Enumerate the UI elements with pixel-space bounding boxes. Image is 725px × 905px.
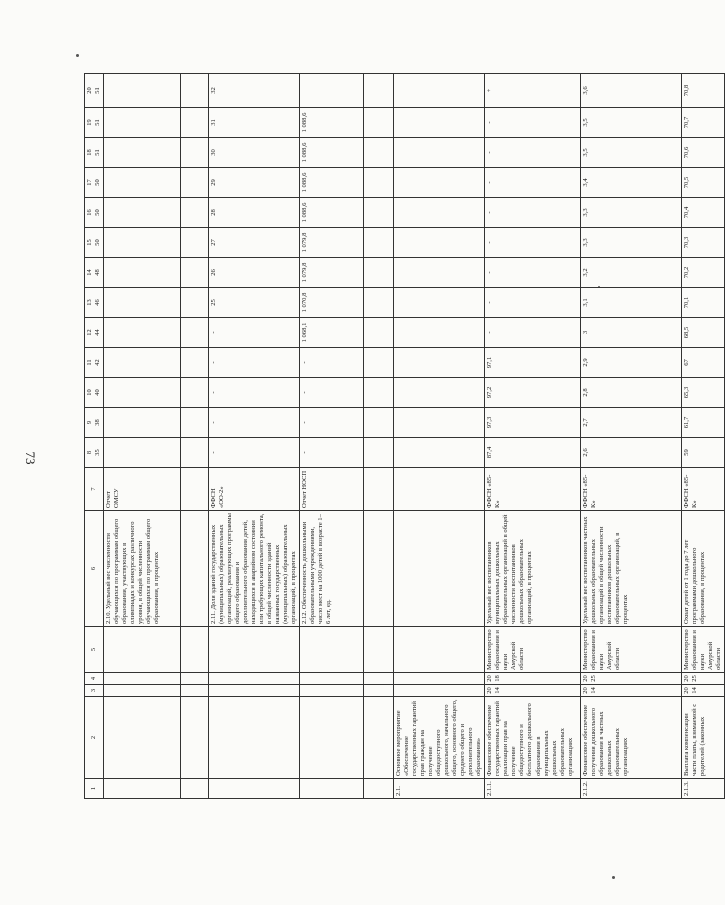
value-cell: 32 xyxy=(208,74,299,108)
value-cell: 1 088,6 xyxy=(299,168,363,198)
value-cell: - xyxy=(208,378,299,408)
value-cell: 3,2 xyxy=(581,258,682,288)
value-cell: 25 xyxy=(208,288,299,318)
header-subvalue: 44 xyxy=(93,329,101,336)
header-number: 9 xyxy=(86,420,93,425)
value-cell: 2,9 xyxy=(581,348,682,378)
value-cell: 26 xyxy=(208,258,299,288)
table-row xyxy=(208,74,299,799)
value-cell: 28 xyxy=(208,198,299,228)
row-number-cell: 2.1.2. xyxy=(581,779,682,799)
value-cell: 1 088,6 xyxy=(299,108,363,138)
value-cell: 87,4 xyxy=(485,438,581,468)
value-cell: - xyxy=(485,228,581,258)
indicator-cell: 2.10. Удельный вес численности обучающихся по программам общего образования, участвующих в олимпиадах и конкурсах различного уровня, в общей численности обучающихся по программам общего образования, в процентах xyxy=(103,511,180,627)
activity-cell: Финансовое обеспечение государственных гарантий реализации прав на получение общедоступного и бесплатного дошкольного образования в муниципальных дошкольных образовательных организациях xyxy=(485,697,581,779)
value-cell: - xyxy=(299,378,363,408)
table-row xyxy=(393,74,484,799)
header-cell: 1 xyxy=(85,779,104,799)
header-number: 8 xyxy=(86,450,93,455)
header-subvalue: 38 xyxy=(93,419,101,426)
header-number: 14 xyxy=(86,269,93,276)
value-cell: - xyxy=(299,348,363,378)
row-number-cell: 2.1.3. xyxy=(682,779,725,799)
header-cell xyxy=(85,288,104,318)
header-cell xyxy=(85,74,104,108)
header-cell: 3 xyxy=(85,685,104,697)
indicator-cell: 2.11. Доля зданий государственных (муниципальных) образовательных организаций, реализующих программы общего образования и дополнительного образования детей, находящихся в аварийном состоянии или требующих капитального ремонта, в общей численности зданий названных государственных (муниципальных) образовательных организаций, в процентах xyxy=(208,511,299,627)
header-subvalue: 50 xyxy=(93,209,101,216)
value-cell xyxy=(299,74,363,108)
value-cell: 31 xyxy=(208,108,299,138)
value-cell: 70,2 xyxy=(682,258,725,288)
table-row xyxy=(180,74,208,799)
value-cell: 3,5 xyxy=(581,138,682,168)
source-cell: ФФСН «ОО-2» xyxy=(208,468,299,511)
header-cell xyxy=(85,198,104,228)
value-cell: - xyxy=(299,438,363,468)
source-cell: Отчет ОМСУ xyxy=(103,468,180,511)
value-cell: 1 088,6 xyxy=(299,138,363,168)
value-cell: 97,2 xyxy=(485,378,581,408)
value-cell: 65,3 xyxy=(682,378,725,408)
table-row xyxy=(299,74,363,799)
value-cell: 30 xyxy=(208,138,299,168)
row-number-cell: 2.1.1. xyxy=(485,779,581,799)
value-cell: 3,1 xyxy=(581,288,682,318)
value-cell: 1 079,8 xyxy=(299,258,363,288)
start-year-cell: 2014 xyxy=(485,685,581,697)
header-subvalue: 48 xyxy=(93,269,101,276)
value-cell: 2,6 xyxy=(581,438,682,468)
source-cell: Отчет НОСП xyxy=(299,468,363,511)
header-cell xyxy=(85,108,104,138)
scan-speck xyxy=(612,876,615,879)
table-row xyxy=(103,74,180,799)
value-cell: - xyxy=(485,288,581,318)
header-subvalue: 42 xyxy=(93,359,101,366)
table-row xyxy=(485,74,581,799)
indicator-cell: Удельный вес воспитанников частных дошкольных образовательных организаций в общей численности воспитанников дошкольных образовательных организаций, в процентах xyxy=(581,511,682,627)
source-cell: ФФСН «85-К» xyxy=(682,468,725,511)
indicator-cell: Охват детей от 1 года до 7 лет программами дошкольного образования, в процентах xyxy=(682,511,725,627)
start-year-cell: 2014 xyxy=(682,685,725,697)
header-cell xyxy=(85,438,104,468)
header-cell: 5 xyxy=(85,627,104,673)
value-cell: 68,5 xyxy=(682,318,725,348)
value-cell: 3,3 xyxy=(581,198,682,228)
value-cell: - xyxy=(299,408,363,438)
value-cell: 2,7 xyxy=(581,408,682,438)
value-cell: 70,3 xyxy=(682,228,725,258)
end-year-cell: 2025 xyxy=(581,673,682,685)
header-subvalue: 40 xyxy=(93,389,101,396)
value-cell: 3,4 xyxy=(581,168,682,198)
header-number: 13 xyxy=(86,299,93,306)
table-row xyxy=(363,74,393,799)
activity-cell: Основное мероприятие «Обеспечение государственных гарантий прав граждан на получение общедоступного дошкольного, начального общего, основного общего, среднего общего и дополнительного образования» xyxy=(393,697,484,779)
value-cell: 3,3 xyxy=(581,228,682,258)
value-cell: 70,6 xyxy=(682,138,725,168)
value-cell: 70,5 xyxy=(682,168,725,198)
start-year-cell: 2014 xyxy=(581,685,682,697)
header-cell: 7 xyxy=(85,468,104,511)
value-cell: - xyxy=(485,258,581,288)
header-number: 16 xyxy=(86,209,93,216)
value-cell: - xyxy=(208,348,299,378)
header-cell xyxy=(85,258,104,288)
header-cell xyxy=(85,408,104,438)
row-number-cell: 2.1. xyxy=(393,779,484,799)
value-cell: 61,7 xyxy=(682,408,725,438)
value-cell: 1 068,1 xyxy=(299,318,363,348)
value-cell: 70,1 xyxy=(682,288,725,318)
end-year-cell: 2025 xyxy=(682,673,725,685)
value-cell: - xyxy=(485,108,581,138)
value-cell: - xyxy=(485,318,581,348)
value-cell: - xyxy=(485,198,581,228)
executor-cell: Министерство образования и науки Амурской области xyxy=(485,627,581,673)
header-cell xyxy=(85,348,104,378)
indicator-cell: Удельный вес воспитанников муниципальных дошкольных образовательных организаций в общей численности воспитанников дошкольных образовательных организаций, в процентах xyxy=(485,511,581,627)
executor-cell: Министерство образования и науки Амурской области xyxy=(581,627,682,673)
scan-speck xyxy=(76,54,79,57)
header-cell xyxy=(85,168,104,198)
value-cell: 70,8 xyxy=(682,74,725,108)
value-cell: - xyxy=(208,438,299,468)
header-number: 20 xyxy=(86,87,93,94)
header-cell: 4 xyxy=(85,673,104,685)
activity-cell: Финансовое обеспечение получения дошкольного образования в частных дошкольных образовательных организациях xyxy=(581,697,682,779)
header-number: 10 xyxy=(86,389,93,396)
header-cell: 6 xyxy=(85,511,104,627)
header-number: 17 xyxy=(86,179,93,186)
header-subvalue: 51 xyxy=(93,149,101,156)
value-cell: - xyxy=(208,318,299,348)
header-cell xyxy=(85,138,104,168)
value-cell: - xyxy=(485,168,581,198)
value-cell: 97,3 xyxy=(485,408,581,438)
indicator-cell: 2.12. Обеспеченность дошкольными образовательными учреждениями, число мест на 1000 детей в возрасте 1–6 лет, ед. xyxy=(299,511,363,627)
value-cell: - xyxy=(208,408,299,438)
value-cell: 97,1 xyxy=(485,348,581,378)
header-number: 12 xyxy=(86,329,93,336)
header-subvalue: 51 xyxy=(93,119,101,126)
source-cell: ФФСН «85-К» xyxy=(485,468,581,511)
value-cell: 70,4 xyxy=(682,198,725,228)
executor-cell: Министерство образования и науки Амурской области xyxy=(682,627,725,673)
value-cell: 2,8 xyxy=(581,378,682,408)
header-cell xyxy=(85,318,104,348)
header-cell xyxy=(85,228,104,258)
value-cell: 1 070,8 xyxy=(299,288,363,318)
value-cell: 3 xyxy=(581,318,682,348)
header-subvalue: 46 xyxy=(93,299,101,306)
value-cell: 67 xyxy=(682,348,725,378)
header-subvalue: 35 xyxy=(93,449,101,456)
header-subvalue: 50 xyxy=(93,179,101,186)
header-subvalue: 50 xyxy=(93,239,101,246)
table-row xyxy=(581,74,682,799)
rotated-table-page xyxy=(84,84,723,799)
header-number: 15 xyxy=(86,239,93,246)
header-number: 11 xyxy=(86,359,93,366)
header-number: 19 xyxy=(86,119,93,126)
value-cell: 59 xyxy=(682,438,725,468)
value-cell: - xyxy=(485,138,581,168)
column-number-row xyxy=(85,74,104,799)
value-cell: 29 xyxy=(208,168,299,198)
indicators-table xyxy=(84,73,725,799)
value-cell: 70,7 xyxy=(682,108,725,138)
source-cell: ФФСН «85-К» xyxy=(581,468,682,511)
header-cell: 2 xyxy=(85,697,104,779)
activity-cell: Выплата компенсации части платы, взимаемой с родителей (законных xyxy=(682,697,725,779)
page-number: 73 xyxy=(23,451,38,465)
value-cell: 3,6 xyxy=(581,74,682,108)
header-cell xyxy=(85,378,104,408)
value-cell: 1 088,6 xyxy=(299,198,363,228)
header-number: 18 xyxy=(86,149,93,156)
value-cell: 1 079,8 xyxy=(299,228,363,258)
value-cell: 27 xyxy=(208,228,299,258)
table-row xyxy=(682,74,725,799)
value-cell: + xyxy=(485,74,581,108)
value-cell: 3,5 xyxy=(581,108,682,138)
end-year-cell: 2018 xyxy=(485,673,581,685)
header-subvalue: 51 xyxy=(93,87,101,94)
